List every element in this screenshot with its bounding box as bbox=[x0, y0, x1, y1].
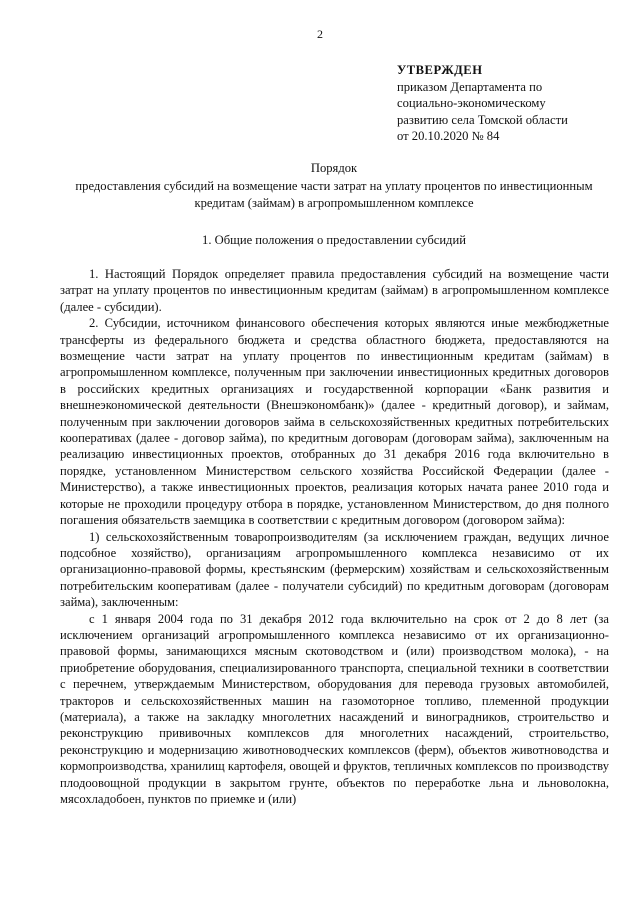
approval-line: от 20.10.2020 № 84 bbox=[397, 129, 500, 144]
page-number: 2 bbox=[317, 27, 323, 41]
paragraph: 1) сельскохозяйственным товаропроизводителям (за исключением граждан, ведущих личное подсобное хозяйство), организациям агропромышленного комплекса независимо от их организационно-правовой формы, крестьянским (фермерским) хозяйствам и сельскохозяйственным потребительским кооперативам (далее - получатели субсидий) по кредитным договорам (договорам займа), заключенным: bbox=[60, 529, 609, 610]
paragraph: 1. Настоящий Порядок определяет правила предоставления субсидий на возмещение части затрат на уплату процентов по инвестиционным кредитам (займам) в агропромышленном комплексе (далее - субсидии). bbox=[60, 267, 609, 314]
document-body bbox=[60, 266, 609, 807]
approval-heading: УТВЕРЖДЕН bbox=[397, 63, 483, 77]
approval-line: социально-экономическому bbox=[397, 96, 546, 111]
approval-line: приказом Департамента по bbox=[397, 79, 543, 94]
document-title: Порядок bbox=[310, 161, 358, 175]
approval-block bbox=[397, 62, 627, 145]
paragraph: с 1 января 2004 года по 31 декабря 2012 года включительно на срок от 2 до 8 лет (за исключением организаций агропромышленного комплекса независимо от их организационно-правовой формы, занимающихся мясным скотоводством и (или) производством молока), - на приобретение оборудования, специализированного транспорта, специальной техники в соответствии с перечнем, утверждаемым Министерством, оборудования для перевода грузовых автомобилей, тракторов и сельскохозяйственных машин на газомоторное топливо, племенной продукции (материала), а также на закладку многолетних насаждений и виноградников, строительство и реконструкцию прививочных комплексов для многолетних насаждений, строительство, реконструкцию и модернизацию животноводческих комплексов (ферм), объектов животноводства и кормопроизводства, хранилищ картофеля, овощей и фруктов, тепличных комплексов по производству плодоовощной продукции в закрытом грунте, объектов по переработке льна и льноволокна, мясохладобоен, пунктов по приемке и (или) bbox=[60, 611, 609, 806]
section-heading: 1. Общие положения о предоставлении субсидий bbox=[202, 233, 466, 247]
document-subtitle: предоставления субсидий на возмещение части затрат на уплату процентов по инвестиционным кредитам (займам) в агропромышленном комплексе bbox=[75, 179, 593, 210]
approval-line: развитию села Томской области bbox=[397, 112, 568, 127]
paragraph: 2. Субсидии, источником финансового обеспечения которых являются иные межбюджетные трансферты из федерального бюджета и средства областного бюджета, предоставляются на возмещение части затрат на уплату процентов по инвестиционным кредитам (займам) в агропромышленном комплексе, полученным при заключении инвестиционных кредитных договоров в российских кредитных организациях и государственной корпорации «Банк развития и внешнеэкономической деятельности (Внешэкономбанк)» (далее - кредитный договор), и займам, полученным при заключении договоров займа в сельскохозяйственных кредитных потребительских кооперативах (далее - договор займа), по кредитным договорам (договорам займа), заключенным на реализацию инвестиционных проектов, отобранных до 31 декабря 2016 года включительно в порядке, установленном Министерством сельского хозяйства Российской Федерации (далее - Министерство), а также инвестиционных проектов, реализация которых начата ранее 2010 года и которые не проходили процедуру отбора в порядке, установленном Министерством, до дня полного погашения обязательств заемщика в соответствии с кредитным договором (договором займа): bbox=[60, 316, 609, 528]
